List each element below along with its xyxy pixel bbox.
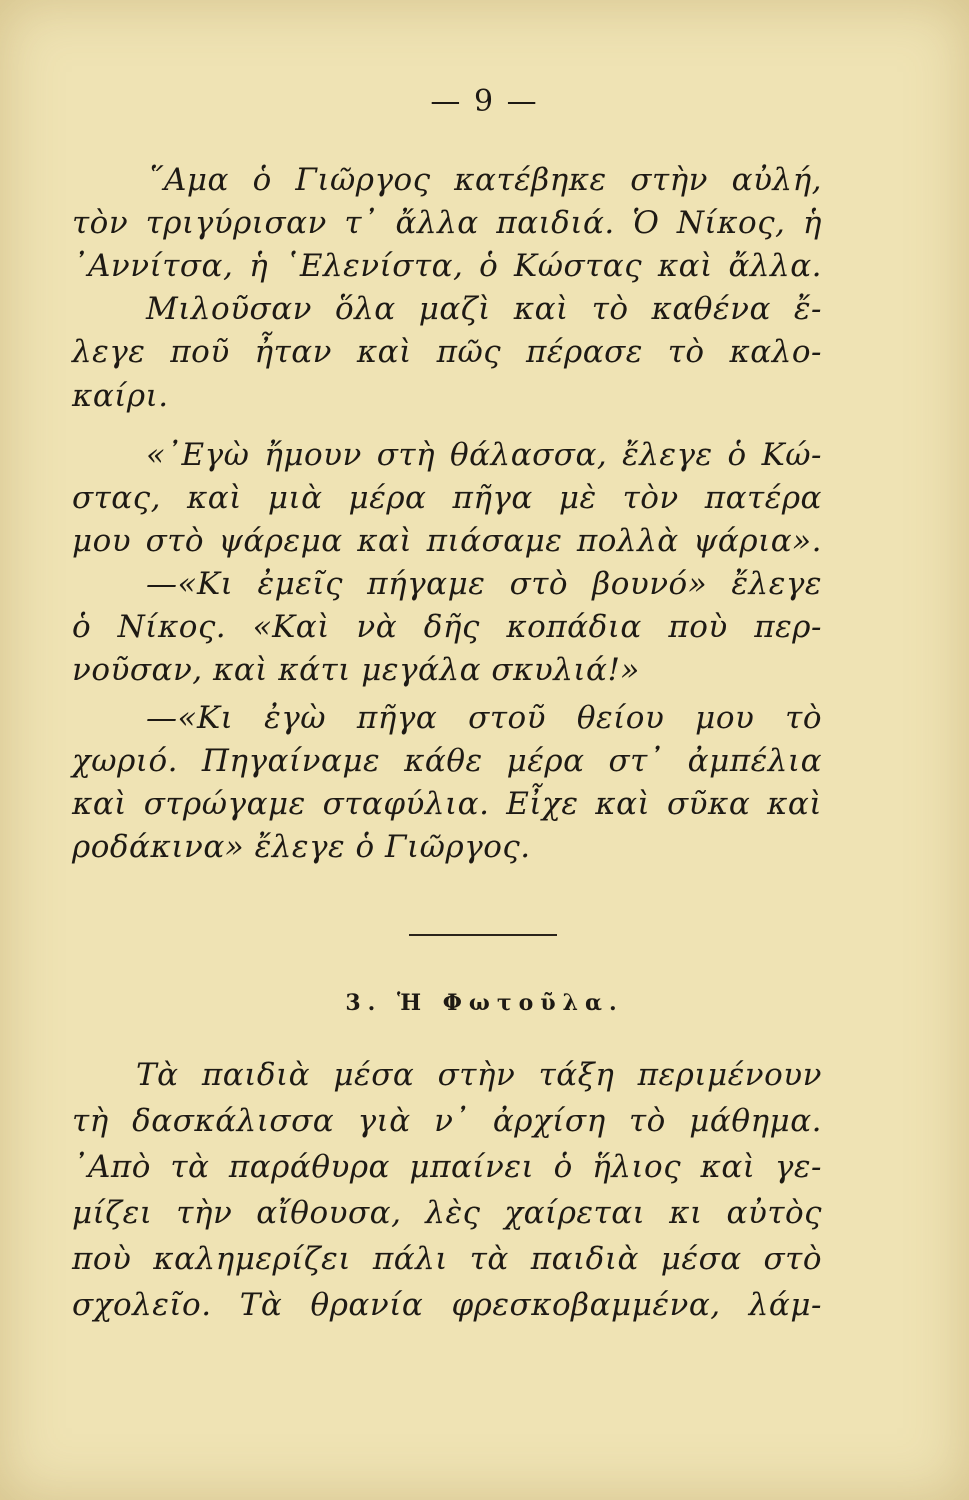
text-line: τὴ δασκάλισσα γιὰ ν᾽ ἀρχίση τὸ μάθημα. [72,1103,822,1139]
text-line: Μιλοῦσαν ὅλα μαζὶ καὶ τὸ καθένα ἔ- [146,291,822,327]
text-line: σχολεῖο. Τὰ θρανία φρεσκοβαμμένα, λάμ- [72,1287,822,1323]
text-line: ᾽Απὸ τὰ παράθυρα μπαίνει ὁ ἥλιος καὶ γε- [72,1149,822,1185]
text-line: —«Κι ἐμεῖς πήγαμε στὸ βουνό» ἔλεγε [146,566,822,602]
text-line: στας, καὶ μιὰ μέρα πῆγα μὲ τὸν πατέρα [72,480,822,516]
text-line: ὁ Νίκος. «Καὶ νὰ δῆς κοπάδια ποὺ περ- [72,609,822,645]
page-number: — 9 — [430,84,539,119]
text-line: μίζει τὴν αἴθουσα, λὲς χαίρεται κι αὐτὸς [72,1195,822,1231]
text-line: λεγε ποῦ ἦταν καὶ πῶς πέρασε τὸ καλο- [72,334,822,370]
text-line: χωριό. Πηγαίναμε κάθε μέρα στ᾽ ἀμπέλια [72,743,822,779]
text-line: καίρι. [72,378,169,414]
text-line: ᾽Αννίτσα, ἡ ῾Ελενίστα, ὁ Κώστας καὶ ἄλλα. [72,248,822,284]
text-line: νοῦσαν, καὶ κάτι μεγάλα σκυλιά!» [72,652,640,688]
chapter-heading: 3. Ἡ Φωτοῦλα. [345,990,624,1016]
text-line: ποὺ καλημερίζει πάλι τὰ παιδιὰ μέσα στὸ [72,1241,822,1277]
text-line: —«Κι ἐγὼ πῆγα στοῦ θείου μου τὸ [146,700,822,736]
text-line: μου στὸ ψάρεμα καὶ πιάσαμε πολλὰ ψάρια». [72,523,822,559]
text-line: Τὰ παιδιὰ μέσα στὴν τάξη περιμένουν [136,1057,822,1093]
text-line: καὶ στρώγαμε σταφύλια. Εἶχε καὶ σῦκα καὶ [72,786,822,822]
section-divider [409,934,557,936]
text-line: «᾽Εγὼ ἤμουν στὴ θάλασσα, ἔλεγε ὁ Κώ- [146,437,822,473]
text-line: ροδάκινα» ἔλεγε ὁ Γιῶργος. [72,829,531,865]
text-line: τὸν τριγύρισαν τ᾽ ἄλλα παιδιά. Ὁ Νίκος, ἡ [72,205,822,241]
text-line: ῞Αμα ὁ Γιῶργος κατέβηκε στὴν αὐλή, [148,162,822,198]
